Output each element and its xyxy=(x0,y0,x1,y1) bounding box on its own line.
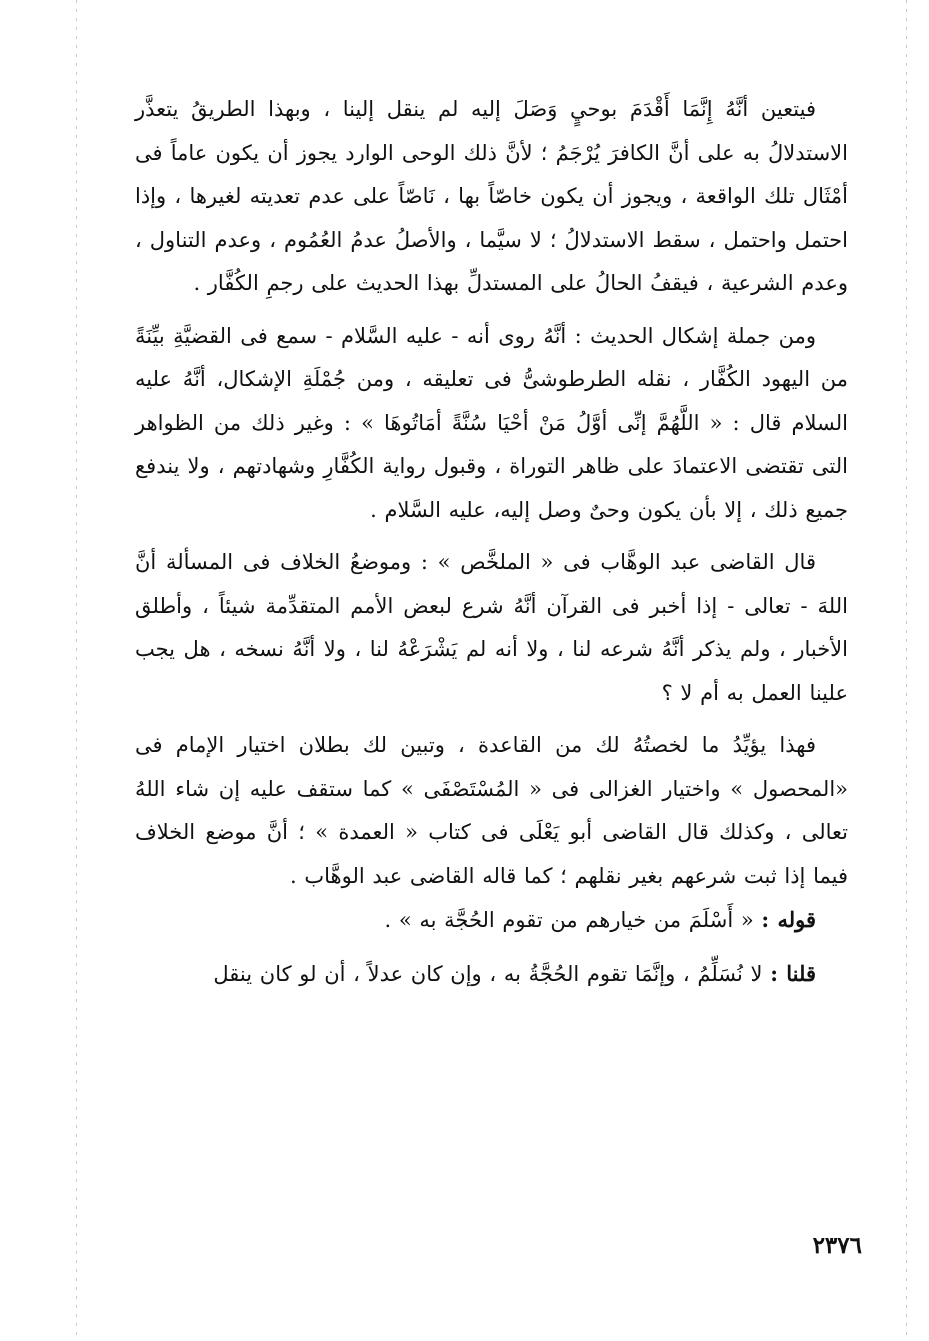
reply-label: قلنا : xyxy=(770,960,816,986)
quote-label: قوله : xyxy=(761,907,816,932)
paragraph-1: فيتعين أنَّهُ إِنَّمَا أَقْدَمَ بوحيٍ وَصَلَ إليه لم ينقل إلينا ، وبهذا الطريقُ يتعذَّر الاستدلالُ به على أنَّ الكافرَ يُرْجَمُ ؛ لأنَّ ذلك الوحى الوارد يجوز أن يكون عاماً فى أمْثَال تلك الواقعة ، ويجوز أن يكون خاصّاً بها ، نَاصّاً على عدم تعديته لغيرها ، وإذا احتمل واحتمل ، سقط الاستدلالُ ؛ لا سيَّما ، والأصلُ عدمُ العُمُوم ، وعدم التناول ، وعدم الشرعية ، فيقفُ الحالُ على المستدلِّ بهذا الحديث على رجمِ الكُفَّار . xyxy=(135,97,848,295)
paragraph-3: قال القاضى عبد الوهَّاب فى « الملخَّص » : وموضعُ الخلاف فى المسألة أنَّ اللهَ - تعالى - إذا أخبر فى القرآن أنَّهُ شرع لبعض الأمم المتقدِّمة شيئاً ، وأطلق الأخبار ، ولم يذكر أنَّهُ شرعه لنا ، ولا أنه لم يَشْرَعْهُ لنا ، ولا أنَّهُ نسخه ، هل يجب علينا العمل به أم لا ؟ xyxy=(135,550,848,705)
reply-line xyxy=(135,952,848,997)
page-number: ٢٣٧٦ xyxy=(812,1232,862,1259)
paragraph-4: فهذا يؤيِّدُ ما لخصتُهُ لك من القاعدة ، وتبين لك بطلان اختيار الإمام فى «المحصول » واختيار الغزالى فى « المُسْتَصْفَى » كما ستقف عليه إن شاء اللهُ تعالى ، وكذلك قال القاضى أبو يَعْلَى فى كتاب « العمدة » ؛ أنَّ موضع الخلاف فيما إذا ثبت شرعهم بغير نقلهم ؛ كما قاله القاضى عبد الوهَّاب . xyxy=(135,733,848,888)
reply-text: لا نُسَلِّمُ ، وإنَّمَا تقوم الحُجَّةُ به ، وإن كان عدلاً ، أن لو كان ينقل xyxy=(213,961,763,986)
quote-line xyxy=(135,898,848,943)
scan-edge-left xyxy=(76,0,77,1341)
scan-edge-right xyxy=(906,0,907,1341)
quote-text: « أَسْلَمَ من خيارهم من تقوم الحُجَّة به » . xyxy=(384,908,754,932)
body-text xyxy=(135,88,848,996)
paragraph-2: ومن جملة إشكال الحديث : أنَّهُ روى أنه - عليه السَّلام - سمع فى القضيَّةِ بيِّنَةً من اليهود الكُفَّار ، نقله الطرطوشىُّ فى تعليقه ، ومن جُمْلَةِ الإشكال، أنَّهُ عليه السلام قال : « اللَّهُمَّ إنِّى أوَّلُ مَنْ أحْيَا سُنَّةً أمَاتُوهَا » : وغير ذلك من الظواهر التى تقتضى الاعتمادَ على ظاهر التوراة ، وقبول رواية الكُفَّارِ وشهادتهم ، ولا يندفع جميع ذلك ، إلا بأن يكون وحىٌ وصل إليه، عليه السَّلام . xyxy=(135,323,848,522)
